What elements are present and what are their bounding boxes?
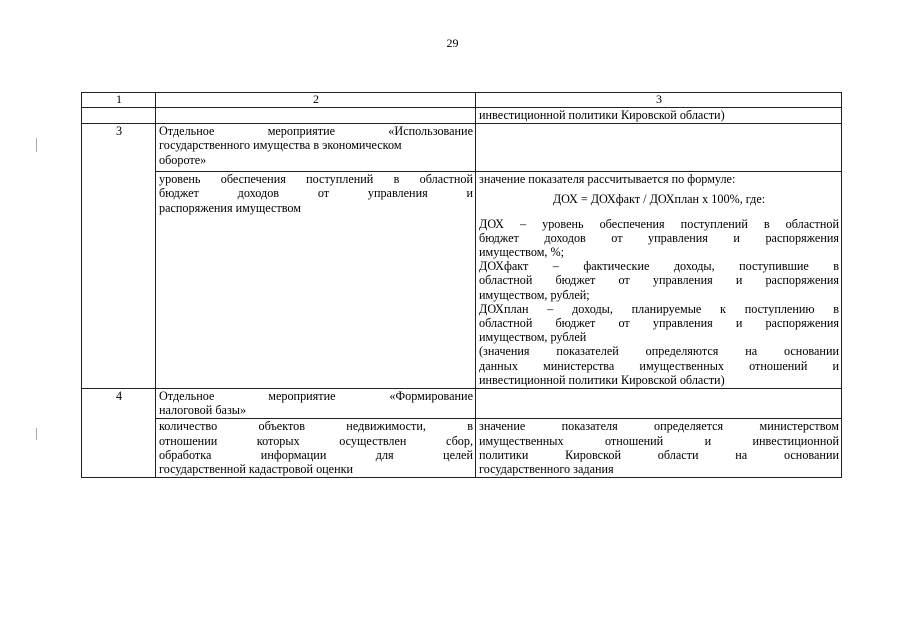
method-line: политики Кировской области на основании: [479, 447, 839, 462]
indicator-line: уровень обеспечения поступлений в областной: [159, 172, 473, 187]
indicator-line: отношении которых осуществлен сбор,: [159, 433, 473, 448]
event-title-line: обороте»: [159, 152, 207, 167]
definition-line: имуществом, рублей: [479, 330, 587, 345]
indicator-name: [156, 172, 476, 389]
event-title: [156, 124, 476, 172]
definition-line: ДОХплан – доходы, планируемые к поступлению в: [479, 301, 839, 316]
method-line: имущественных отношений и инвестиционной: [479, 433, 839, 448]
cell-empty: [82, 108, 156, 124]
definition-line: ДОХфакт – фактические доходы, поступившие в: [479, 259, 839, 274]
table-row-4-event: [82, 389, 842, 419]
row-number: 3: [82, 124, 156, 389]
header-col-2: 2: [156, 93, 476, 108]
definition-line: областной бюджет от управления и распоряжения: [479, 273, 839, 288]
row-number: 4: [82, 389, 156, 478]
table-row-4-indicator: [82, 419, 842, 478]
indicator-name: [156, 419, 476, 478]
cell-empty: [476, 389, 842, 419]
header-col-3: 3: [476, 93, 842, 108]
definition-line: имуществом, рублей;: [479, 287, 590, 302]
continuation-text: инвестиционной политики Кировской области): [476, 108, 842, 124]
table-row-3-event: [82, 124, 842, 172]
formula: ДОХ = ДОХфакт / ДОХплан х 100%, где:: [552, 192, 766, 207]
event-title-line: Отдельное мероприятие «Использование: [159, 124, 473, 139]
indicator-line: распоряжения имуществом: [159, 200, 302, 215]
table-row-3-indicator: [82, 172, 842, 389]
header-col-1: 1: [82, 93, 156, 108]
definition-line: областной бюджет от управления и распоряжения: [479, 316, 839, 331]
indicators-table: [81, 92, 842, 478]
indicator-line: бюджет доходов от управления и: [159, 186, 473, 201]
page-number: 29: [446, 36, 459, 50]
event-title-line: налоговой базы»: [159, 403, 247, 418]
calculation-method: [476, 419, 842, 478]
event-title-line: Отдельное мероприятие «Формирование: [159, 389, 473, 404]
definition-line: бюджет доходов от управления и распоряжения: [479, 230, 839, 245]
indicator-line: государственной кадастровой оценки: [159, 462, 354, 477]
event-title: [156, 389, 476, 419]
scan-mark: [36, 138, 37, 152]
note-line: инвестиционной политики Кировской области): [479, 372, 725, 387]
method-intro: значение показателя рассчитывается по формуле:: [479, 172, 736, 187]
event-title-line: государственного имущества в экономическом: [159, 138, 402, 153]
scan-mark: [36, 428, 37, 440]
note-line: (значения показателей определяются на основании: [479, 344, 839, 359]
note-line: данных министерства имущественных отношений и: [479, 358, 839, 373]
method-line: государственного задания: [479, 462, 614, 477]
method-line: значение показателя определяется министерством: [479, 419, 839, 434]
cell-empty: [476, 124, 842, 172]
calculation-method: [476, 172, 842, 389]
indicator-line: обработка информации для целей: [159, 447, 473, 462]
table-header-row: [82, 93, 842, 108]
table-row-continuation: [82, 108, 842, 124]
definition-line: имуществом, %;: [479, 245, 565, 260]
definition-line: ДОХ – уровень обеспечения поступлений в областной: [479, 216, 839, 231]
cell-empty: [156, 108, 476, 124]
indicator-line: количество объектов недвижимости, в: [159, 419, 473, 434]
